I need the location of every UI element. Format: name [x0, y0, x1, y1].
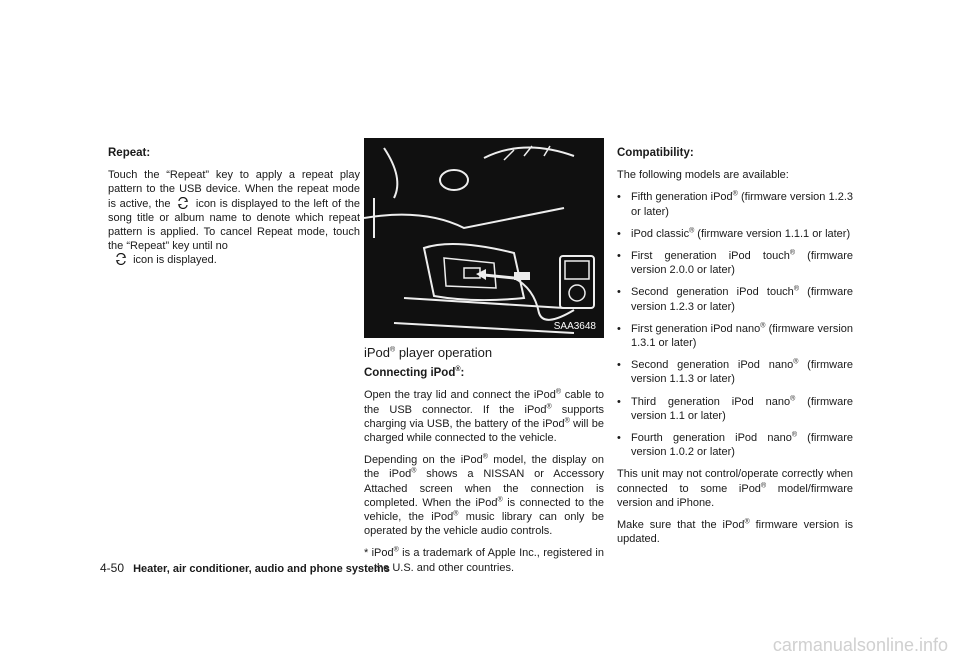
trademark-footnote: * iPod® is a trademark of Apple Inc., registered in the U.S. and other countries.	[364, 546, 604, 574]
list-item: • Third generation iPod nano® (firmware version 1.1 or later)	[617, 395, 853, 423]
middle-column	[364, 138, 604, 583]
connecting-heading: Connecting iPod®:	[364, 366, 465, 380]
list-item: • First generation iPod touch® (firmware version 2.0.0 or later)	[617, 249, 853, 277]
repeat-heading: Repeat:	[108, 147, 151, 159]
left-column	[108, 146, 360, 276]
list-item: • Fourth generation iPod nano® (firmware version 1.0.2 or later)	[617, 431, 853, 459]
watermark: carmanualsonline.info	[772, 635, 948, 655]
ipod-usb-illustration	[364, 138, 604, 338]
page-number: 4-50	[100, 561, 125, 575]
repeat-paragraph: Touch the “Repeat” key to apply a repeat play pattern to the USB device. When the repeat mode is active, the icon is displayed to the left of the song title or album name to denote which repeat pattern is applied. To cancel Repeat mode, touch the “Repeat” key until no icon is displayed.	[108, 169, 361, 267]
repeat-icon	[114, 253, 128, 265]
section-title: iPod® player operation	[364, 345, 493, 360]
compatibility-list	[617, 190, 853, 459]
list-item: • Fifth generation iPod® (firmware version 1.2.3 or later)	[617, 190, 853, 218]
warning-paragraph: This unit may not control/operate correctly when connected to some iPod® model/firmware version and iPhone.	[617, 468, 853, 509]
update-paragraph: Make sure that the iPod® firmware version is updated.	[617, 518, 853, 546]
list-item: • Second generation iPod touch® (firmware version 1.2.3 or later)	[617, 285, 853, 313]
repeat-icon	[176, 197, 190, 209]
compatibility-intro: The following models are available:	[617, 169, 789, 182]
figure-code: SAA3648	[553, 320, 596, 332]
chapter-title: Heater, air conditioner, audio and phone systems	[133, 563, 390, 575]
right-column	[617, 146, 853, 554]
list-item: • First generation iPod nano® (firmware version 1.3.1 or later)	[617, 322, 853, 350]
list-item: • Second generation iPod nano® (firmware version 1.1.3 or later)	[617, 358, 853, 386]
list-item: • iPod classic® (firmware version 1.1.1 or later)	[617, 227, 853, 241]
page-footer	[100, 561, 390, 575]
ipod-connection-figure	[364, 138, 604, 338]
connect-paragraph: Open the tray lid and connect the iPod® cable to the USB connector. If the iPod® supports charging via USB, the battery of the iPod® will be charged while connected to the vehicle.	[364, 388, 605, 445]
compatibility-heading: Compatibility:	[617, 147, 694, 159]
display-paragraph: Depending on the iPod® model, the display on the iPod® shows a NISSAN or Accessory Attached screen when the connection is completed. When the iPod® is connected to the vehicle, the iPod® music library can only be operated by the vehicle audio controls.	[364, 453, 605, 538]
